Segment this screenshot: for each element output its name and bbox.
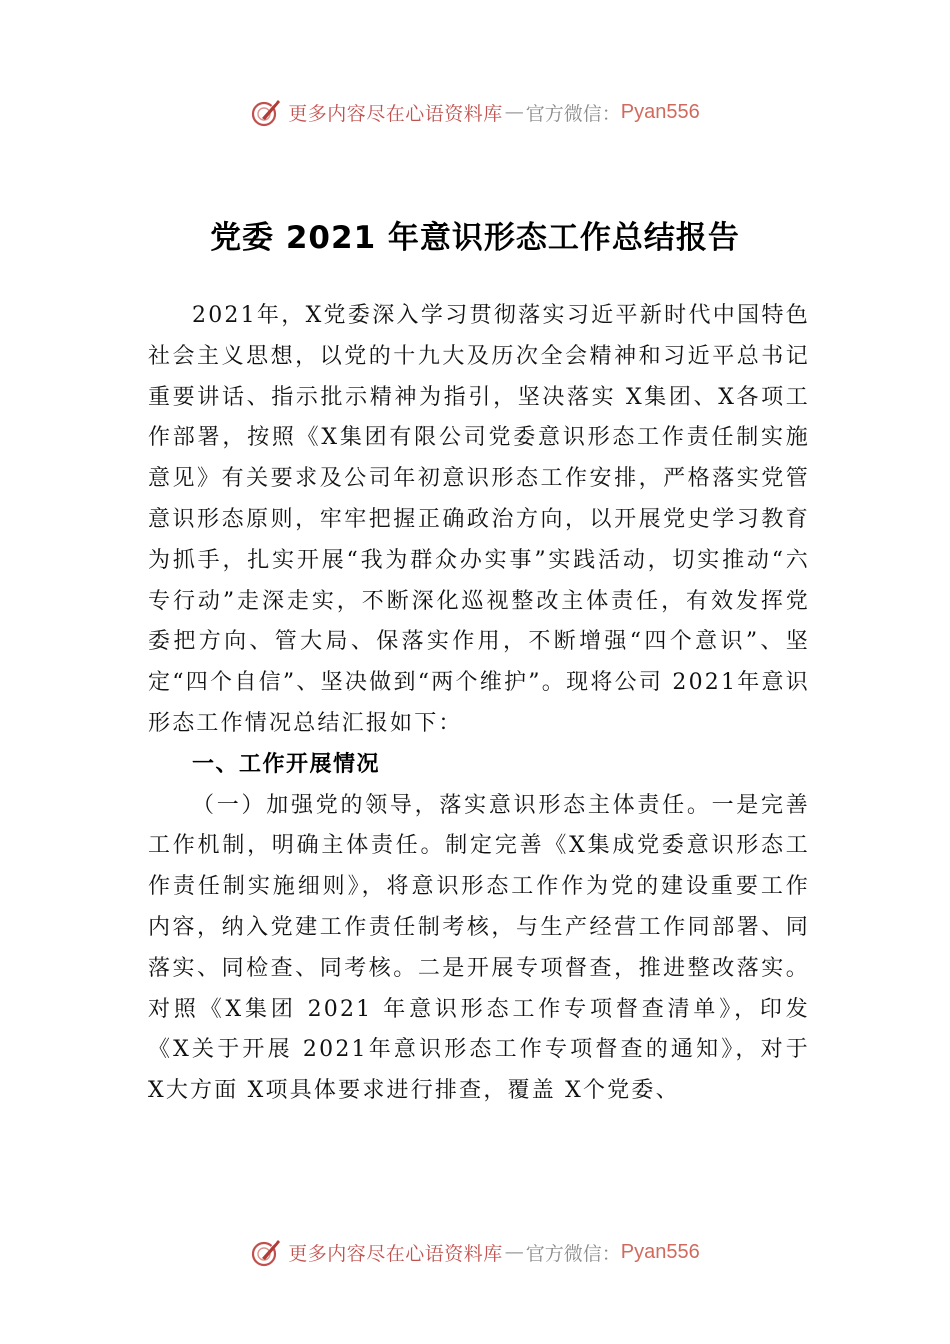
banner-wechat-id: Pyan556: [620, 100, 700, 123]
section-heading: 一、工作开展情况: [192, 751, 381, 777]
intro-paragraph: 2021年，X党委深入学习贯彻落实习近平新时代中国特色社会主义思想，以党的十九大及历次全会精神和习近平总书记重要讲话、指示批示精神为指引，坚决落实 X集团、X各项工作部署，按照《X集团有限公司党委意识形态工作责任制实施意见》有关要求及公司年初意识形态工作安排，严格落实党管意识形态原则，牢牢把握正确政治方向，以开展党史学习教育为抓手，扎实开展“我为群众办实事”实践活动，切实推动“六专行动”走深走实，不断深化巡视整改主体责任，有效发挥党委把方向、管大局、保落实作用，不断增强“四个意识”、坚定“四个自信”、坚决做到“两个维护”。现将公司 2021年意识形态工作情况总结汇报如下：: [148, 303, 810, 736]
footer-banner: [0, 1232, 950, 1272]
banner-separator: —: [504, 1241, 524, 1263]
banner-wechat-label: 官方微信：: [525, 102, 621, 125]
document-title: 党委 2021 年意识形态工作总结报告: [210, 220, 740, 256]
section-paragraph: （一）加强党的领导，落实意识形态主体责任。一是完善工作机制，明确主体责任。制定完善《X集成党委意识形态工作责任制实施细则》，将意识形态工作作为党的建设重要工作内容，纳入党建工作责任制考核，与生产经营工作同部署、同落实、同检查、同考核。二是开展专项督查，推进整改落实。对照《X集团 2021 年意识形态工作专项督查清单》，印发《X关于开展 2021年意识形态工作专项督查的通知》，对于 X大方面 X项具体要求进行排查，覆盖 X个党委、: [148, 792, 810, 1104]
banner-promo-text: 更多内容尽在心语资料库: [288, 102, 503, 125]
banner-promo-text: 更多内容尽在心语资料库: [288, 1242, 503, 1265]
banner-separator: —: [504, 101, 524, 123]
quill-pen-logo-icon: [250, 1236, 282, 1268]
document-body: [148, 296, 810, 1112]
banner-wechat-id: Pyan556: [620, 1240, 700, 1263]
quill-pen-logo-icon: [250, 96, 282, 128]
banner-wechat-label: 官方微信：: [525, 1242, 621, 1265]
header-banner: [0, 92, 950, 132]
